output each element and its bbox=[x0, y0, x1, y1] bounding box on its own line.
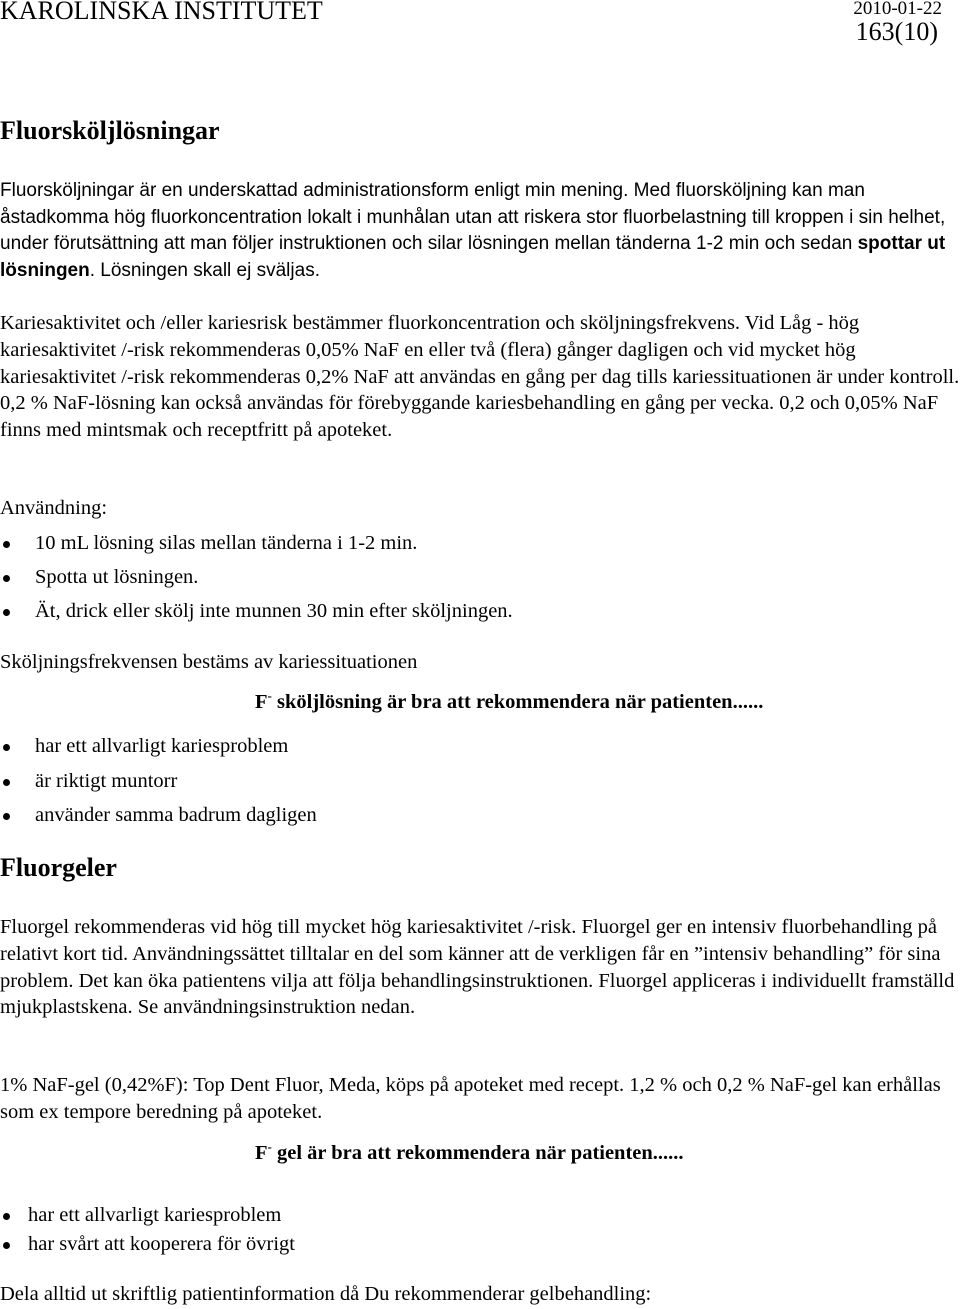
intro-bold-text: spottar ut lösningen bbox=[0, 233, 946, 282]
karies-paragraph: Kariesaktivitet och /eller kariesrisk bestämmer fluorkoncentration och sköljningsfrekvens. Vid Låg - hög kariesaktivitet /-risk rekommenderas 0,05% NaF en eller två (flera) gånger dagligen och vid mycket hög kariesaktivitet /-risk rekommenderas 0,2% NaF att användas en gång per dag tills kariessituationen är under kontroll. 0,2 % NaF-lösning kan också användas för förebyggande kariesbehandling en gång per vecka. 0,2 och 0,05% NaF finns med mintsmak och receptfritt på apoteket. bbox=[0, 312, 960, 442]
section-title-fluorgeler: Fluorgeler bbox=[0, 853, 117, 882]
bullet-icon bbox=[3, 813, 10, 820]
institution-name: KAROLINSKA INSTITUTET bbox=[0, 0, 323, 25]
bullet-icon bbox=[3, 541, 10, 548]
page-number: 163(10) bbox=[855, 17, 938, 46]
section-title-fluorskoljlosningar: Fluorsköljlösningar bbox=[0, 116, 220, 145]
gel-products-paragraph: 1% NaF-gel (0,42%F): Top Dent Fluor, Meda, köps på apoteket med recept. 1,2 % och 0,2 % NaF-gel kan erhållas som ex tempore beredning på apoteket. bbox=[0, 1074, 941, 1123]
bullet-icon bbox=[3, 609, 10, 616]
bullet-icon bbox=[3, 1213, 10, 1220]
usage-label: Användning: bbox=[0, 497, 108, 519]
bullet-icon bbox=[3, 1242, 10, 1249]
gel-recommend-heading: F- gel är bra att rekommendera när patienten...... bbox=[255, 1139, 684, 1164]
closing-line: Dela alltid ut skriftlig patientinformation då Du rekommenderar gelbehandling: bbox=[0, 1283, 652, 1305]
intro-text-a: Fluorsköljningar är en underskattad administrationsform enligt min mening. Med fluorsköljning kan man åstadkomma hög fluorkoncentration lokalt i munhålan utan att riskera stor fluorbelastning till kroppen i sin helhet, under förutsättning att man följer instruktionen och silar lösningen mellan tänderna 1-2 min och sedan bbox=[0, 180, 946, 255]
intro-paragraph bbox=[0, 178, 960, 285]
rinse-recommend-heading: F- sköljlösning är bra att rekommendera när patienten...... bbox=[255, 688, 764, 713]
bullet-icon bbox=[3, 575, 10, 582]
document-date: 2010-01-22 bbox=[853, 0, 942, 19]
intro-text-b: . Lösningen skall ej sväljas. bbox=[89, 260, 320, 282]
gel-paragraph: Fluorgel rekommenderas vid hög till mycket hög kariesaktivitet /-risk. Fluorgel ger en intensiv fluorbehandling på relativt kort tid. Användningssättet tilltalar en del som känner att de verkligen får en ”intensiv behandling” för sina problem. Det kan öka patientens vilja att följa behandlingsinstruktionen. Fluorgel appliceras i individuellt framställd mjukplastskena. Se användningsinstruktion nedan. bbox=[0, 916, 955, 1019]
frequency-label: Sköljningsfrekvensen bestäms av kariessituationen bbox=[0, 651, 418, 673]
bullet-icon bbox=[3, 744, 10, 751]
bullet-icon bbox=[3, 779, 10, 786]
